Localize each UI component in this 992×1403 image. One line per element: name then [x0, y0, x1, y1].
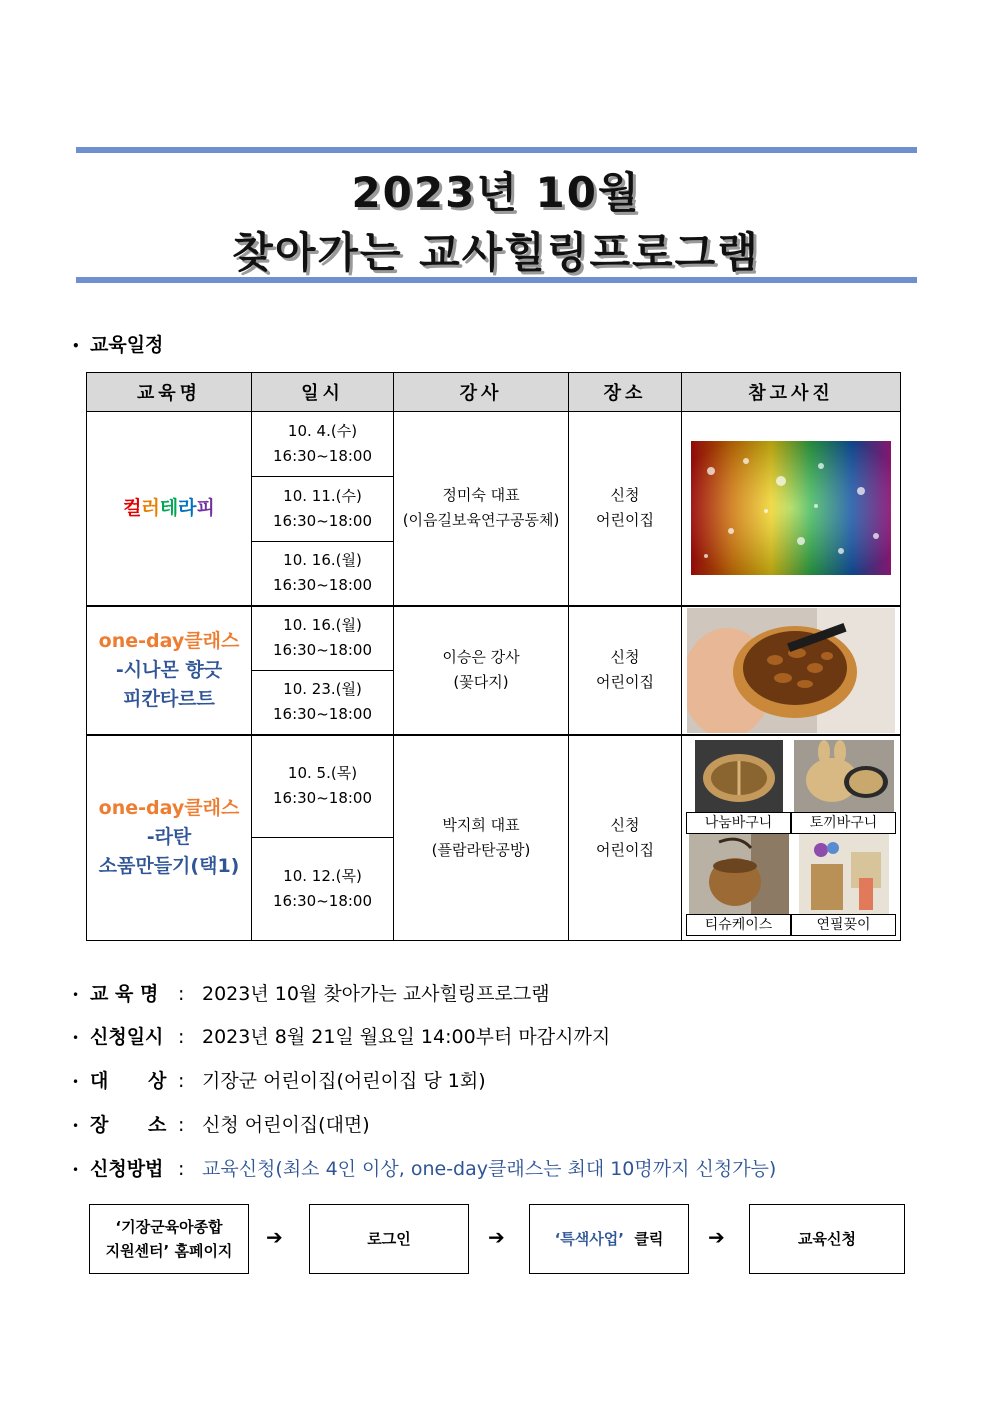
- arrow-right-icon: ➔: [708, 1225, 725, 1249]
- program-name-char: 테: [159, 496, 179, 519]
- date-cell: 10. 23.(월) 16:30~18:00: [252, 671, 394, 735]
- bullet-icon: •: [72, 1162, 80, 1177]
- bullet-icon: •: [72, 1030, 80, 1045]
- date-cell: 10. 5.(목) 16:30~18:00: [252, 735, 394, 838]
- program-name-line: -시나몬 향긋: [115, 658, 223, 681]
- info-item-target: • 대 상 : 기장군 어린이집(어린이집 당 1회): [72, 1070, 486, 1092]
- table-row: [87, 606, 901, 671]
- program-name-cell: [87, 735, 252, 941]
- header-cell: 교육명: [87, 373, 252, 412]
- rattan-item: [686, 740, 791, 834]
- program-name-line: -라탄: [146, 826, 192, 849]
- photo-caption: 나눔바구니: [686, 812, 791, 834]
- program-name-cell: [87, 606, 252, 735]
- arrow-right-icon: ➔: [266, 1225, 283, 1249]
- flow-step-homepage: ‘기장군육아종합 지원센터’ 홈페이지: [89, 1204, 249, 1274]
- header-cell: 강사: [394, 373, 569, 412]
- page-title-line2: 찾아가는 교사힐링프로그램: [232, 228, 760, 277]
- program-name-line: 피칸타르트: [123, 687, 215, 710]
- rattan-item: [791, 834, 896, 936]
- date-cell: 10. 16.(월) 16:30~18:00: [252, 606, 394, 671]
- date-cell: 10. 11.(수) 16:30~18:00: [252, 477, 394, 542]
- rabbit-basket-photo: [794, 740, 894, 812]
- info-item-course: • 교 육 명 : 2023년 10월 찾아가는 교사힐링프로그램: [72, 983, 550, 1005]
- program-name-cell: [87, 412, 252, 606]
- flow-step-apply: 교육신청: [749, 1204, 905, 1274]
- photo-cell: [682, 412, 901, 606]
- bullet-icon: •: [72, 338, 80, 353]
- basket-photo: [695, 740, 783, 812]
- schedule-table: [86, 372, 901, 941]
- place-cell: 신청 어린이집: [569, 735, 682, 941]
- info-item-method: • 신청방법 : 교육신청(최소 4인 이상, one-day클래스는 최대 10명까지 신청가능): [72, 1158, 777, 1180]
- rattan-photo-grid: [686, 740, 896, 936]
- program-name-line: one-day클래스: [98, 797, 240, 820]
- bullet-icon: •: [72, 1118, 80, 1133]
- info-item-period: • 신청일시 : 2023년 8월 21일 월요일 14:00부터 마감시까지: [72, 1026, 611, 1048]
- bullet-icon: •: [72, 987, 80, 1002]
- rainbow-glitter-photo: [691, 441, 891, 575]
- photo-caption: 연필꽂이: [791, 914, 896, 936]
- page-title-line1: 2023년 10월: [351, 168, 641, 217]
- date-cell: 10. 4.(수) 16:30~18:00: [252, 412, 394, 477]
- photo-caption: 티슈케이스: [686, 914, 791, 936]
- date-cell: 10. 12.(목) 16:30~18:00: [252, 838, 394, 941]
- table-header-row: [87, 373, 901, 412]
- program-name-char: 러: [141, 496, 160, 519]
- pecan-tart-photo: [687, 608, 895, 733]
- program-name-line: one-day클래스: [98, 629, 240, 652]
- photo-cell: [682, 735, 901, 941]
- photo-cell: [682, 606, 901, 735]
- place-cell: 신청 어린이집: [569, 412, 682, 606]
- photo-caption: 토끼바구니: [791, 812, 896, 834]
- instructor-cell: 박지희 대표 (플람라탄공방): [394, 735, 569, 941]
- table-row: [87, 412, 901, 477]
- title-rule-bottom: [76, 277, 917, 283]
- header-cell: 참고사진: [682, 373, 901, 412]
- header-cell: 일시: [252, 373, 394, 412]
- info-item-place: • 장 소 : 신청 어린이집(대면): [72, 1114, 370, 1136]
- table-row: [87, 735, 901, 838]
- bullet-icon: •: [72, 1074, 80, 1089]
- instructor-cell: 이승은 강사 (꽃다지): [394, 606, 569, 735]
- flow-step-special-project: ‘특색사업’ 클릭: [529, 1204, 689, 1274]
- program-name-line: 소품만들기(택1): [98, 855, 240, 878]
- tissue-case-photo: [689, 834, 789, 914]
- rattan-item: [791, 740, 896, 834]
- date-cell: 10. 16.(월) 16:30~18:00: [252, 542, 394, 606]
- flow-step-login: 로그인: [309, 1204, 469, 1274]
- title-rule-top: [76, 147, 917, 153]
- instructor-cell: 정미숙 대표 (이음길보육연구공동체): [394, 412, 569, 606]
- schedule-heading: • 교육일정: [72, 334, 164, 356]
- header-cell: 장소: [569, 373, 682, 412]
- program-name-char: 라: [178, 496, 197, 519]
- program-name-char: 피: [196, 496, 215, 519]
- rattan-item: [686, 834, 791, 936]
- program-name-char: 컬: [123, 496, 142, 519]
- arrow-right-icon: ➔: [488, 1225, 505, 1249]
- place-cell: 신청 어린이집: [569, 606, 682, 735]
- pencil-holder-photo: [799, 834, 889, 914]
